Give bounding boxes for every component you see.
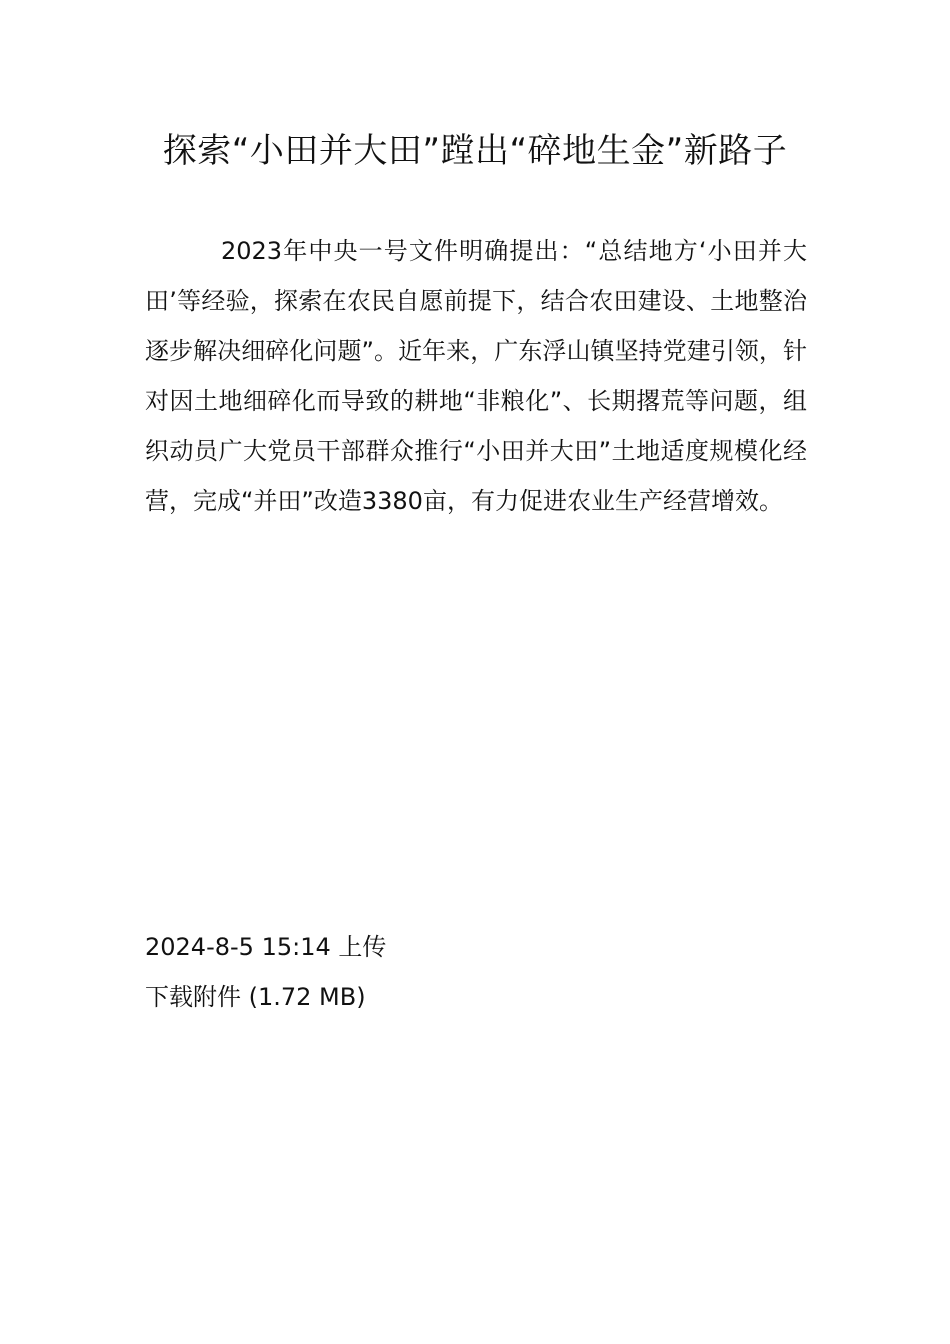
article-body: 2023年中央一号文件明确提出：“总结地方‘小田并大田’等经验，探索在农民自愿前提下，结合农田建设、土地整治逐步解决细碎化问题”。近年来，广东浮山镇坚持党建引领，针对因土地细碎化而导致的耕地“非粮化”、长期撂荒等问题，组织动员广大党员干部群众推行“小田并大田”土地适度规模化经营，完成“并田”改造3380亩，有力促进农业生产经营增效。: [145, 237, 807, 515]
article-title: 探索“小田并大田”蹚出“碎地生金”新路子: [162, 131, 788, 171]
download-attachment-link[interactable]: 下载附件 (1.72 MB): [145, 983, 366, 1011]
upload-timestamp: 2024-8-5 15:14 上传: [145, 933, 387, 961]
